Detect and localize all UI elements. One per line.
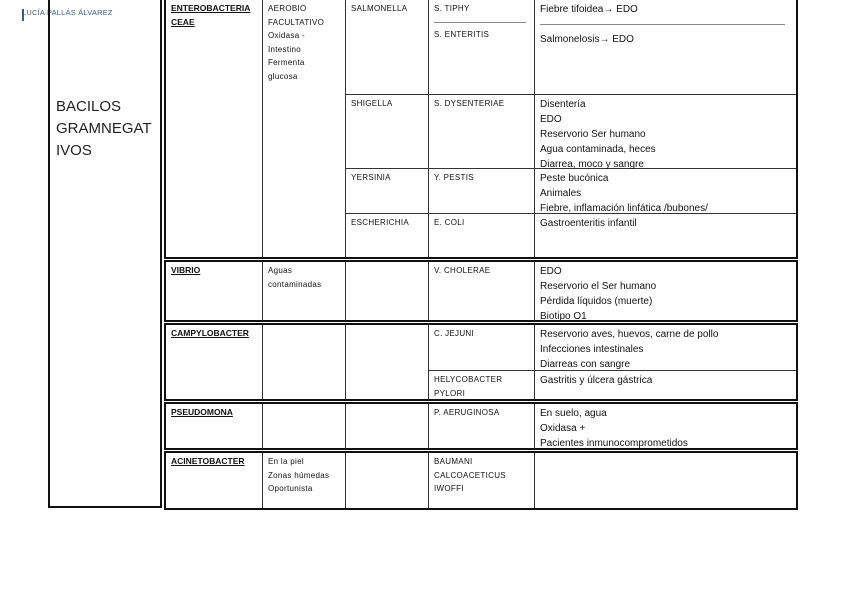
trait-line: Fermenta (268, 58, 305, 67)
trait-line: En la piel (268, 457, 304, 466)
group-pseudomona (164, 402, 798, 450)
left-category-column (48, 0, 162, 508)
description-line: Agua contaminada, heces (540, 144, 656, 155)
description-line: EDO (540, 114, 562, 125)
species-name: S. ENTERITIS (434, 30, 490, 39)
species-name (430, 371, 530, 402)
category-title (56, 96, 152, 162)
species-line: CALCOACETICUS (434, 470, 506, 480)
trait-line: Oportunista (268, 484, 313, 493)
species-name: Y. PESTIS (434, 173, 474, 182)
description: Salmonelosis→ EDO (540, 34, 634, 45)
genus-name: SALMONELLA (351, 4, 408, 13)
category-title-line: IVOS (56, 142, 92, 159)
family-traits (264, 262, 344, 293)
description-line: Reservorio Ser humano (540, 129, 646, 140)
description-line: Reservorio aves, huevos, carne de pollo (540, 329, 719, 340)
species-name: V. CHOLERAE (434, 266, 491, 275)
trait-line: AEROBIO (268, 4, 307, 13)
category-title-line: GRAMNEGAT (56, 120, 152, 137)
family-name: ENTEROBACTERIA CEAE (171, 3, 251, 27)
group-enterobacteriaceae (164, 0, 798, 259)
family-name: CAMPYLOBACTER (171, 328, 249, 338)
description-line: Diarrea, moco y sangre (540, 159, 644, 170)
genus-name: SHIGELLA (351, 99, 393, 108)
description-line: Biotipo O1 (540, 311, 587, 322)
description: Gastritis y úlcera gástrica (540, 375, 653, 386)
author-name: LUCÍA PALLÁS ÁLVAREZ (22, 8, 113, 17)
trait-line: Oxidasa - (268, 31, 305, 40)
genus-name: ESCHERICHIA (351, 218, 409, 227)
species-name (430, 453, 530, 498)
group-campylobacter (164, 323, 798, 401)
description-line: Diarreas con sangre (540, 359, 631, 370)
species-line: BAUMANI (434, 457, 473, 466)
description (536, 262, 794, 326)
species-line: HELYCOBACTER (434, 375, 503, 384)
family-traits (264, 453, 344, 498)
trait-line: FACULTATIVO (268, 17, 325, 27)
description (536, 95, 794, 174)
description-line: EDO (540, 266, 562, 277)
species-name: E. COLI (434, 218, 465, 227)
description: Gastroenteritis infantil (540, 218, 637, 229)
description-line: Peste bucónica (540, 173, 609, 184)
description-line: Pacientes inmunocomprometidos (540, 438, 688, 449)
description-line: Pérdida líquidos (muerte) (540, 296, 653, 307)
species-name: P. AERUGINOSA (434, 408, 500, 417)
description (536, 404, 794, 453)
trait-line: Intestino (268, 44, 301, 54)
group-vibrio (164, 260, 798, 322)
description (536, 325, 794, 374)
species-name: C. JEJUNI (434, 329, 475, 338)
group-acinetobacter (164, 451, 798, 510)
description-line: Animales (540, 188, 582, 199)
description-line: Disentería (540, 99, 586, 110)
species-line: PYLORI (434, 388, 466, 398)
trait-line: Zonas húmedas (268, 470, 330, 480)
family-traits (264, 0, 344, 85)
description (536, 169, 794, 218)
trait-line: Aguas (268, 266, 293, 275)
family-name: ACINETOBACTER (171, 456, 245, 466)
category-title-line: BACILOS (56, 98, 122, 115)
description-line: Infecciones intestinales (540, 344, 644, 355)
family-name: PSEUDOMONA (171, 407, 233, 417)
species-name: S. TIPHY (434, 4, 470, 13)
description-line: Oxidasa + (540, 423, 586, 434)
species-name: S. DYSENTERIAE (434, 99, 505, 108)
family-name: VIBRIO (171, 265, 201, 275)
genus-name: YERSINIA (351, 173, 391, 182)
description-line: Fiebre, inflamación linfática /bubones/ (540, 203, 708, 214)
trait-line: contaminadas (268, 279, 322, 289)
species-line: IWOFFI (434, 484, 464, 493)
trait-line: glucosa (268, 71, 298, 81)
description-line: En suelo, agua (540, 408, 607, 419)
description: Fiebre tifoidea→ EDO (540, 4, 638, 15)
description-line: Reservorio el Ser humano (540, 281, 657, 292)
